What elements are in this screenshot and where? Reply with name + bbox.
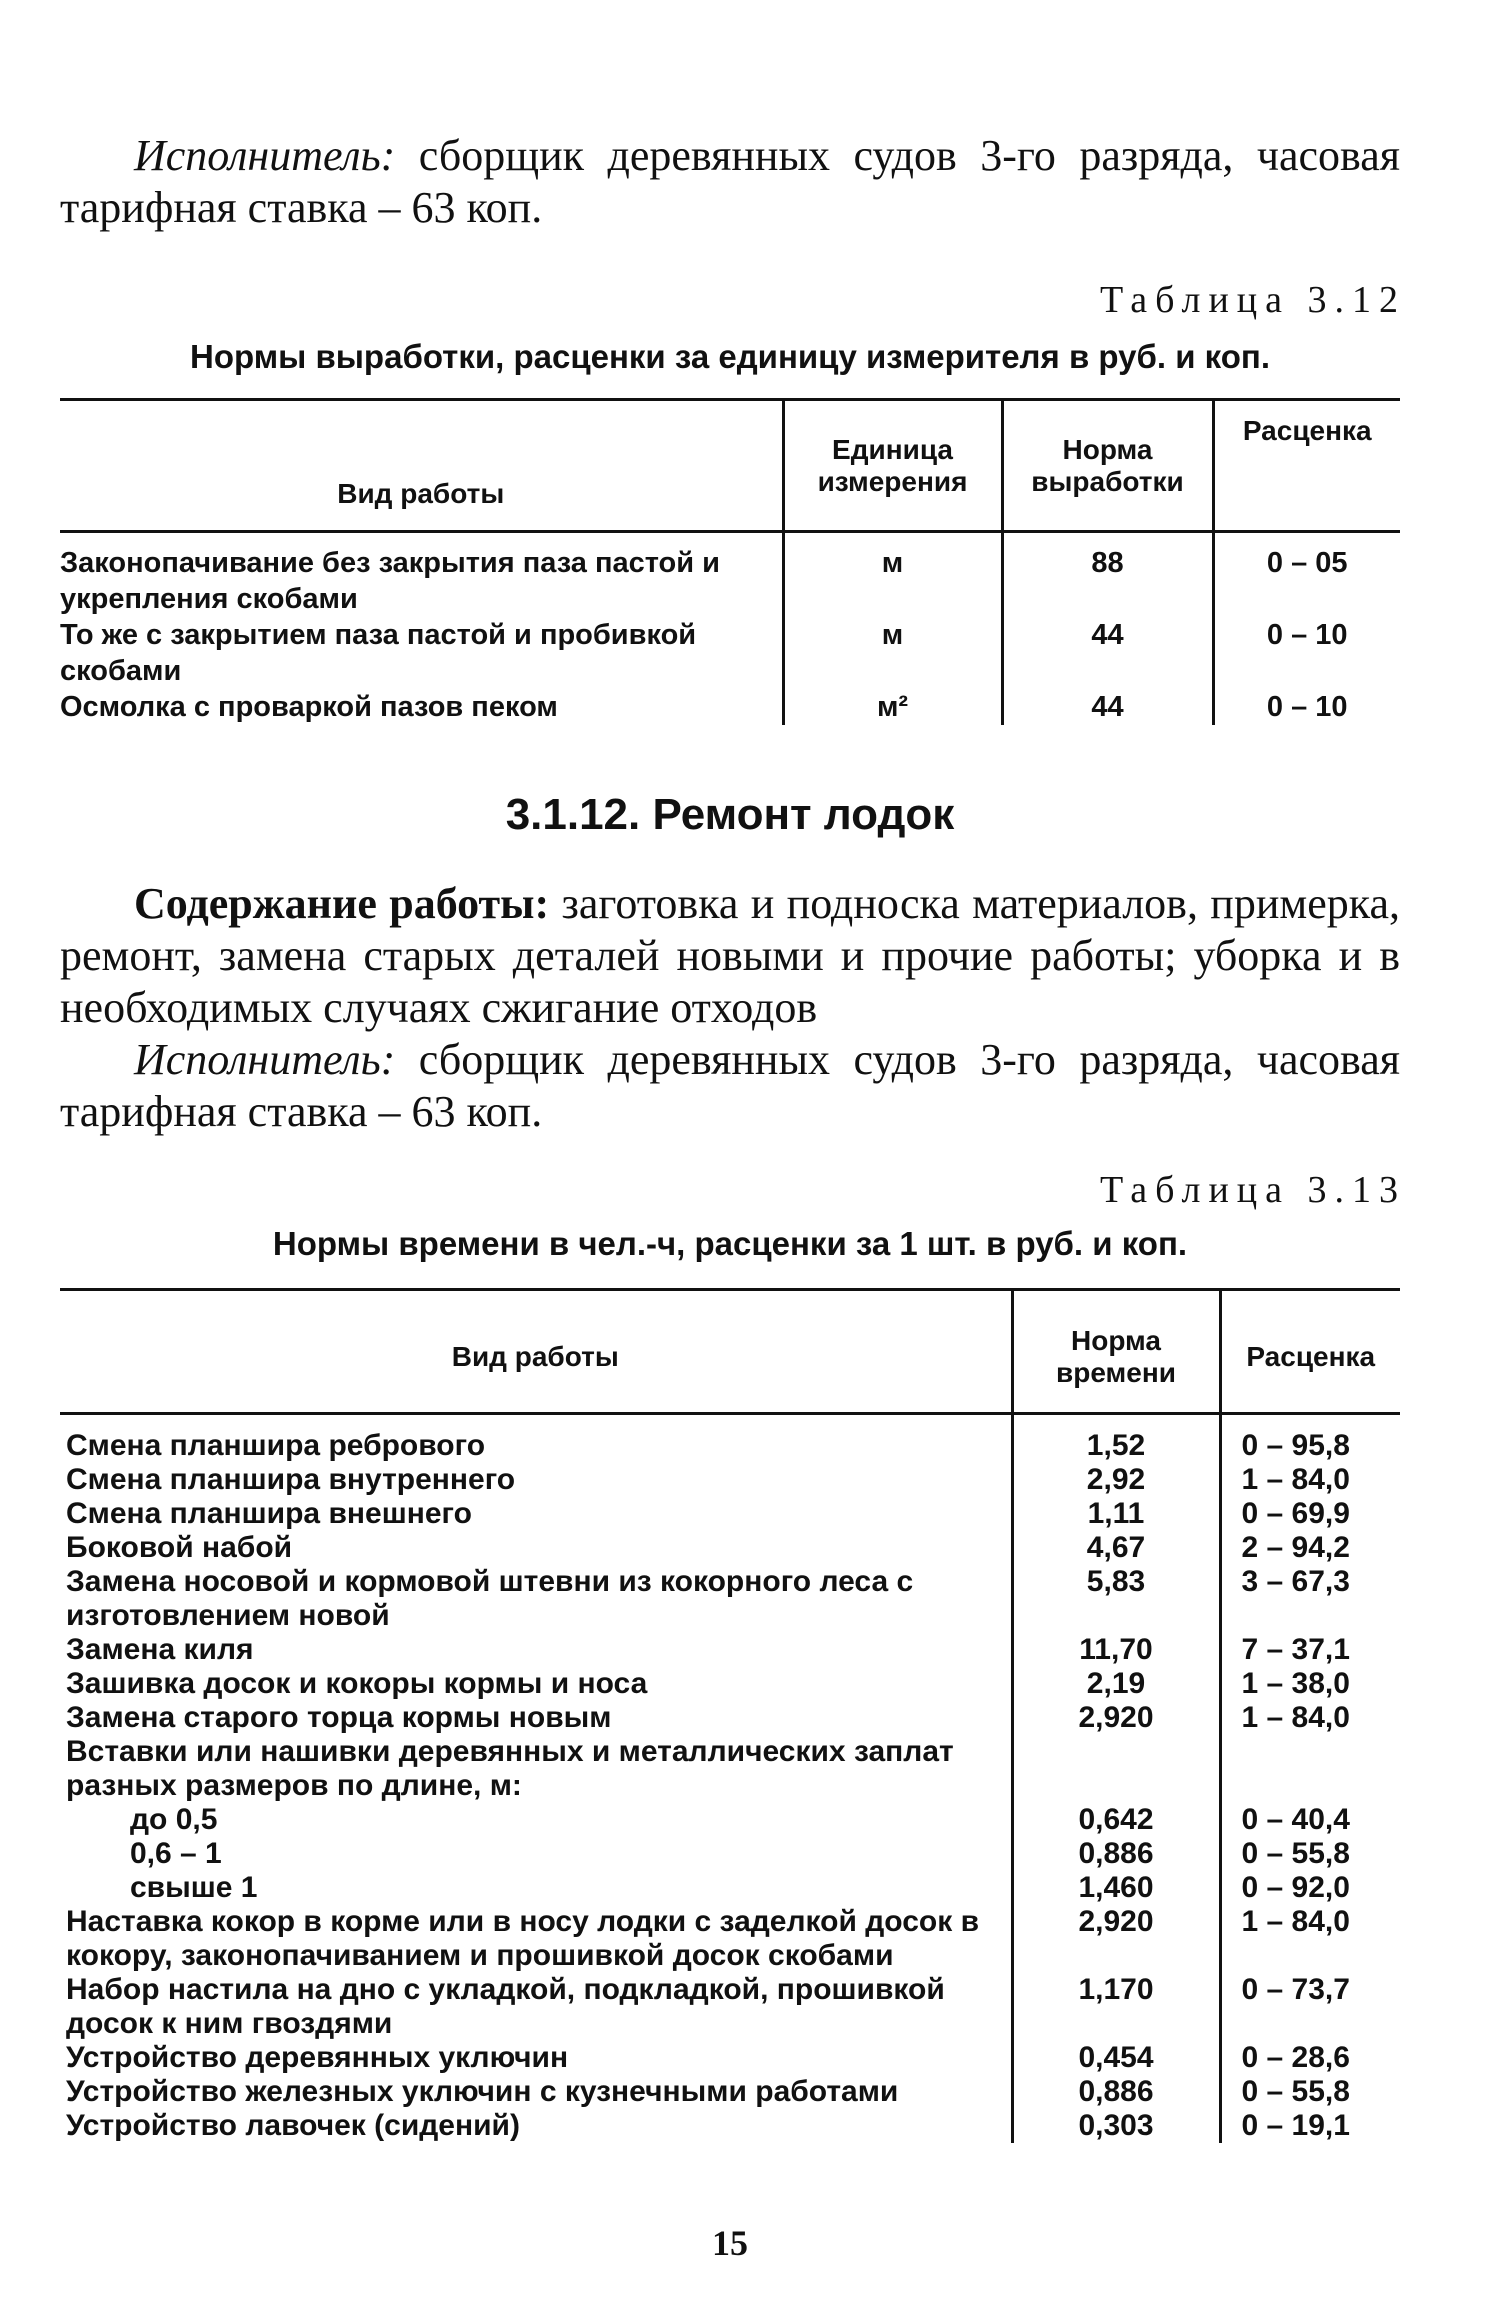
header-price: Расценка <box>1213 400 1400 532</box>
table-row <box>60 1414 1400 1464</box>
cell-price: 0 – 73,7 <box>1220 1973 1400 2041</box>
table-row <box>60 617 1400 689</box>
table-row <box>60 2109 1400 2143</box>
cell-norm: 0,886 <box>1012 1837 1220 1871</box>
table-row <box>60 1735 1400 1803</box>
header-norm: Норма времени <box>1012 1290 1220 1414</box>
section-title: 3.1.12. Ремонт лодок <box>505 790 955 839</box>
cell-price: 0 – 10 <box>1213 617 1400 689</box>
cell-work: Вставки или нашивки деревянных и металлических заплат разных размеров по длине, м: <box>66 1735 954 1802</box>
cell-work: Набор настила на дно с укладкой, подкладкой, прошивкой досок к ним гвоздями <box>66 1973 945 2040</box>
work-content-paragraph <box>60 878 1400 1138</box>
table-row <box>60 1463 1400 1497</box>
cell-norm: 2,920 <box>1012 1905 1220 1973</box>
table-3-13-caption: Нормы времени в чел.-ч, расценки за 1 шт. в руб. и коп. <box>272 1225 1188 1262</box>
cell-norm: 2,19 <box>1012 1667 1220 1701</box>
cell-price: 0 – 95,8 <box>1220 1414 1400 1464</box>
table-row <box>60 1871 1400 1905</box>
cell-work: Устройство лавочек (сидений) <box>66 2109 520 2142</box>
cell-price: 0 – 92,0 <box>1220 1871 1400 1905</box>
cell-price: 7 – 37,1 <box>1220 1633 1400 1667</box>
performer-lead: Исполнитель: <box>134 1035 396 1084</box>
cell-price: 1 – 84,0 <box>1220 1905 1400 1973</box>
cell-unit: м <box>783 532 1002 618</box>
cell-price: 0 – 19,1 <box>1220 2109 1400 2143</box>
performer-lead: Исполнитель: <box>134 131 396 180</box>
header-unit: Единица измерения <box>783 400 1002 532</box>
cell-work: То же с закрытием паза пастой и пробивкой скобами <box>60 619 697 687</box>
table-row <box>60 532 1400 618</box>
cell-price: 2 – 94,2 <box>1220 1531 1400 1565</box>
cell-price: 0 – 10 <box>1213 689 1400 725</box>
cell-price: 0 – 05 <box>1213 532 1400 618</box>
cell-price: 1 – 38,0 <box>1220 1667 1400 1701</box>
cell-work: Зашивка досок и кокоры кормы и носа <box>66 1667 648 1700</box>
cell-work: до 0,5 <box>130 1803 218 1836</box>
cell-work: Смена планшира внешнего <box>66 1497 472 1530</box>
cell-work: свыше 1 <box>130 1871 258 1904</box>
cell-norm: 11,70 <box>1012 1633 1220 1667</box>
content-text: заготовка и подноска материалов, примерка, ремонт, замена старых деталей новыми и прочие работы; уборка и в необходимых случаях сжигание отходов <box>60 879 1400 1032</box>
cell-norm: 88 <box>1002 532 1213 618</box>
header-work: Вид работы <box>60 1290 1012 1414</box>
performer-text: сборщик деревянных судов 3-го разряда, часовая тарифная ставка – 63 коп. <box>60 1035 1400 1136</box>
cell-work: Наставка кокор в корме или в носу лодки с заделкой досок в кокору, законопачиванием и прошивкой досок скобами <box>66 1905 980 1972</box>
content-lead: Содержание работы: <box>134 879 550 928</box>
cell-price: 1 – 84,0 <box>1220 1701 1400 1735</box>
cell-norm: 0,454 <box>1012 2041 1220 2075</box>
cell-work: Устройство деревянных уключин <box>66 2041 569 2074</box>
table-3-13 <box>60 1288 1400 2143</box>
cell-norm: 1,170 <box>1012 1973 1220 2041</box>
table-row <box>60 1565 1400 1633</box>
cell-norm: 0,642 <box>1012 1803 1220 1837</box>
cell-price: 0 – 55,8 <box>1220 1837 1400 1871</box>
table-3-12-label: Таблица 3.12 <box>1099 279 1406 321</box>
table-row <box>60 1973 1400 2041</box>
cell-price: 3 – 67,3 <box>1220 1565 1400 1633</box>
cell-norm: 1,52 <box>1012 1414 1220 1464</box>
cell-work: Смена планшира ребрового <box>66 1429 486 1462</box>
cell-work: Замена старого торца кормы новым <box>66 1701 612 1734</box>
cell-work: 0,6 – 1 <box>130 1837 222 1870</box>
cell-norm: 44 <box>1002 689 1213 725</box>
cell-norm: 1,460 <box>1012 1871 1220 1905</box>
table-row <box>60 2075 1400 2109</box>
table-3-12-caption: Нормы выработки, расценки за единицу измерителя в руб. и коп. <box>189 338 1270 375</box>
cell-norm: 0,886 <box>1012 2075 1220 2109</box>
cell-price: 0 – 40,4 <box>1220 1803 1400 1837</box>
cell-norm: 1,11 <box>1012 1497 1220 1531</box>
cell-unit: м <box>783 617 1002 689</box>
header-norm: Норма выработки <box>1002 400 1213 532</box>
performer-paragraph-1 <box>60 130 1400 234</box>
cell-norm: 0,303 <box>1012 2109 1220 2143</box>
page-number: 15 <box>712 2223 748 2263</box>
table-3-12 <box>60 398 1400 725</box>
cell-work: Смена планшира внутреннего <box>66 1463 516 1496</box>
table-row <box>60 1905 1400 1973</box>
header-price: Расценка <box>1220 1290 1400 1414</box>
table-row <box>60 689 1400 725</box>
cell-work: Осмолка с проваркой пазов пеком <box>60 691 558 723</box>
cell-work: Законопачивание без закрытия паза пастой и укрепления скобами <box>60 547 720 615</box>
cell-norm: 2,92 <box>1012 1463 1220 1497</box>
cell-norm: 44 <box>1002 617 1213 689</box>
table-row <box>60 1633 1400 1667</box>
cell-price: 0 – 55,8 <box>1220 2075 1400 2109</box>
table-row <box>60 2041 1400 2075</box>
table-row <box>60 1803 1400 1837</box>
table-3-13-label: Таблица 3.13 <box>1099 1169 1406 1211</box>
cell-work: Боковой набой <box>66 1531 293 1564</box>
cell-price: 0 – 69,9 <box>1220 1497 1400 1531</box>
cell-norm <box>1012 1735 1220 1803</box>
cell-price: 0 – 28,6 <box>1220 2041 1400 2075</box>
cell-work: Замена киля <box>66 1633 254 1666</box>
cell-norm: 5,83 <box>1012 1565 1220 1633</box>
cell-norm: 4,67 <box>1012 1531 1220 1565</box>
table-row <box>60 1837 1400 1871</box>
header-work: Вид работы <box>60 400 783 532</box>
table-row <box>60 1701 1400 1735</box>
table-row <box>60 1497 1400 1531</box>
performer-text: сборщик деревянных судов 3-го разряда, часовая тарифная ставка – 63 коп. <box>60 131 1400 232</box>
cell-price <box>1220 1735 1400 1803</box>
cell-work: Замена носовой и кормовой штевни из кокорного леса с изготовлением новой <box>66 1565 914 1632</box>
cell-unit: м² <box>783 689 1002 725</box>
cell-price: 1 – 84,0 <box>1220 1463 1400 1497</box>
cell-norm: 2,920 <box>1012 1701 1220 1735</box>
cell-work: Устройство железных уключин с кузнечными работами <box>66 2075 899 2108</box>
table-row <box>60 1667 1400 1701</box>
table-row <box>60 1531 1400 1565</box>
